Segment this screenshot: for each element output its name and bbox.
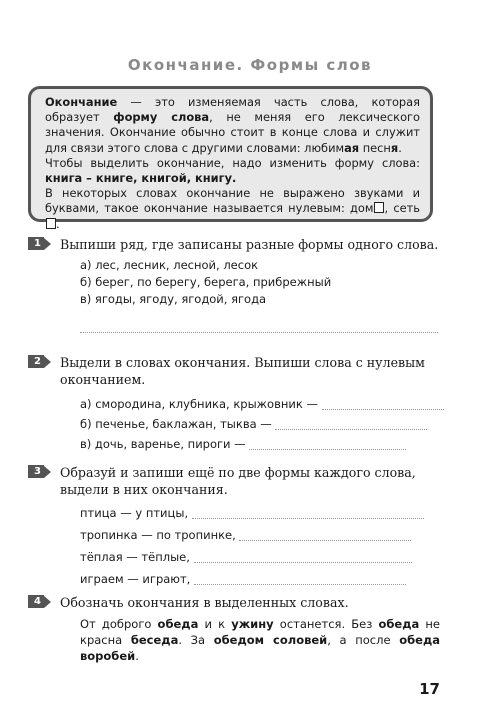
answer-line[interactable]: [322, 397, 444, 410]
list-item: тёплая — тёплые,: [80, 546, 448, 568]
rule-ending: ая: [344, 140, 360, 155]
rule-text: , сеть: [384, 201, 420, 216]
rule-text: .: [398, 140, 402, 155]
arrow-icon: [44, 356, 51, 368]
list-item: в) ягоды, ягоду, ягодой, ягода: [80, 292, 267, 306]
answer-line[interactable]: [249, 437, 406, 450]
rule-ending: я: [390, 140, 399, 155]
rule-text: .: [56, 216, 60, 231]
list-item: б) берег, по берегу, берега, прибрежный: [80, 275, 332, 289]
page-title: Окончание. Формы слов: [127, 56, 373, 74]
list-item: б) печенье, баклажан, тыква —: [80, 414, 448, 434]
rule-text: В некоторых словах окончание не выражено звуками и буквами, такое окончание называется нулевым: дом: [45, 186, 420, 216]
task-items: [28, 502, 448, 590]
task-text: Обозначь окончания в выделенных словах.: [60, 595, 349, 610]
task-heading: [28, 354, 448, 388]
task-3: [28, 464, 448, 590]
answer-line[interactable]: [194, 572, 406, 585]
task-items: [28, 257, 448, 308]
list-item: в) дочь, варенье, пироги —: [80, 434, 448, 454]
page-number: 17: [419, 680, 440, 698]
rule-text: , не меняя его лексического значения. Окончание обычно стоит в конце слова и служит для связи этого слова с другими словами: любим: [45, 110, 420, 155]
arrow-icon: [44, 466, 51, 478]
highlighted-word: обеда воробей: [80, 633, 440, 663]
rule-text: песн: [359, 140, 391, 155]
answer-line[interactable]: [192, 506, 424, 519]
task-text: Образуй и запиши ещё по две формы каждого слова, выдели в них окончания.: [60, 465, 416, 497]
task-number-badge: 1: [28, 237, 51, 250]
highlighted-word: ужину: [231, 617, 274, 631]
list-item: а) смородина, клубника, крыжовник —: [80, 394, 448, 414]
answer-line[interactable]: [194, 550, 412, 563]
rule-bold: форму слова: [113, 110, 210, 125]
task-2: [28, 354, 448, 454]
task-number-badge: 3: [28, 465, 51, 478]
arrow-icon: [44, 238, 51, 250]
highlighted-word: обеда: [157, 617, 199, 631]
answer-line[interactable]: [239, 528, 411, 541]
task-number-badge: 4: [28, 595, 51, 608]
rule-term: Окончание: [45, 95, 118, 109]
task-1: [28, 236, 448, 333]
zero-ending-box: [46, 218, 56, 229]
task-heading: [28, 464, 448, 498]
rule-text: — это изменяемая часть слова, которая образует: [45, 95, 420, 125]
rule-paragraph-1: [45, 95, 420, 156]
task-items: [28, 394, 448, 454]
list-item: а) лес, лесник, лесной, лесок: [80, 258, 259, 272]
task-heading: [28, 236, 448, 253]
arrow-icon: [44, 596, 51, 608]
answer-line[interactable]: [275, 417, 427, 430]
proverb-text: От доброго обеда и к ужину останется. Без обеда не красна беседа. За обедом соловей, а после обеда воробей.: [80, 617, 441, 663]
highlighted-word: обедом соловей: [213, 633, 328, 647]
task-text: Выдели в словах окончания. Выпиши слова с нулевым окончанием.: [60, 355, 425, 387]
rule-paragraph-3: [45, 186, 420, 232]
rule-box: [28, 86, 433, 231]
task-text: Выпиши ряд, где записаны разные формы одного слова.: [60, 237, 439, 252]
list-item: тропинка — по тропинке,: [80, 524, 448, 546]
zero-ending-box: [374, 202, 384, 213]
task-heading: [28, 594, 448, 611]
rule-text: Чтобы выделить окончание, надо изменить форму слова:: [45, 155, 420, 170]
highlighted-word: беседа: [130, 633, 179, 647]
rule-paragraph-2: [45, 156, 420, 186]
answer-line[interactable]: [80, 318, 438, 333]
list-item: играем — играют,: [80, 568, 448, 590]
highlighted-word: обеда: [378, 617, 420, 631]
list-item: птица — у птицы,: [80, 502, 448, 524]
task-number-badge: 2: [28, 355, 51, 368]
rule-example: книга – книге, книгой, книгу.: [45, 171, 237, 186]
task-4: [28, 594, 448, 664]
